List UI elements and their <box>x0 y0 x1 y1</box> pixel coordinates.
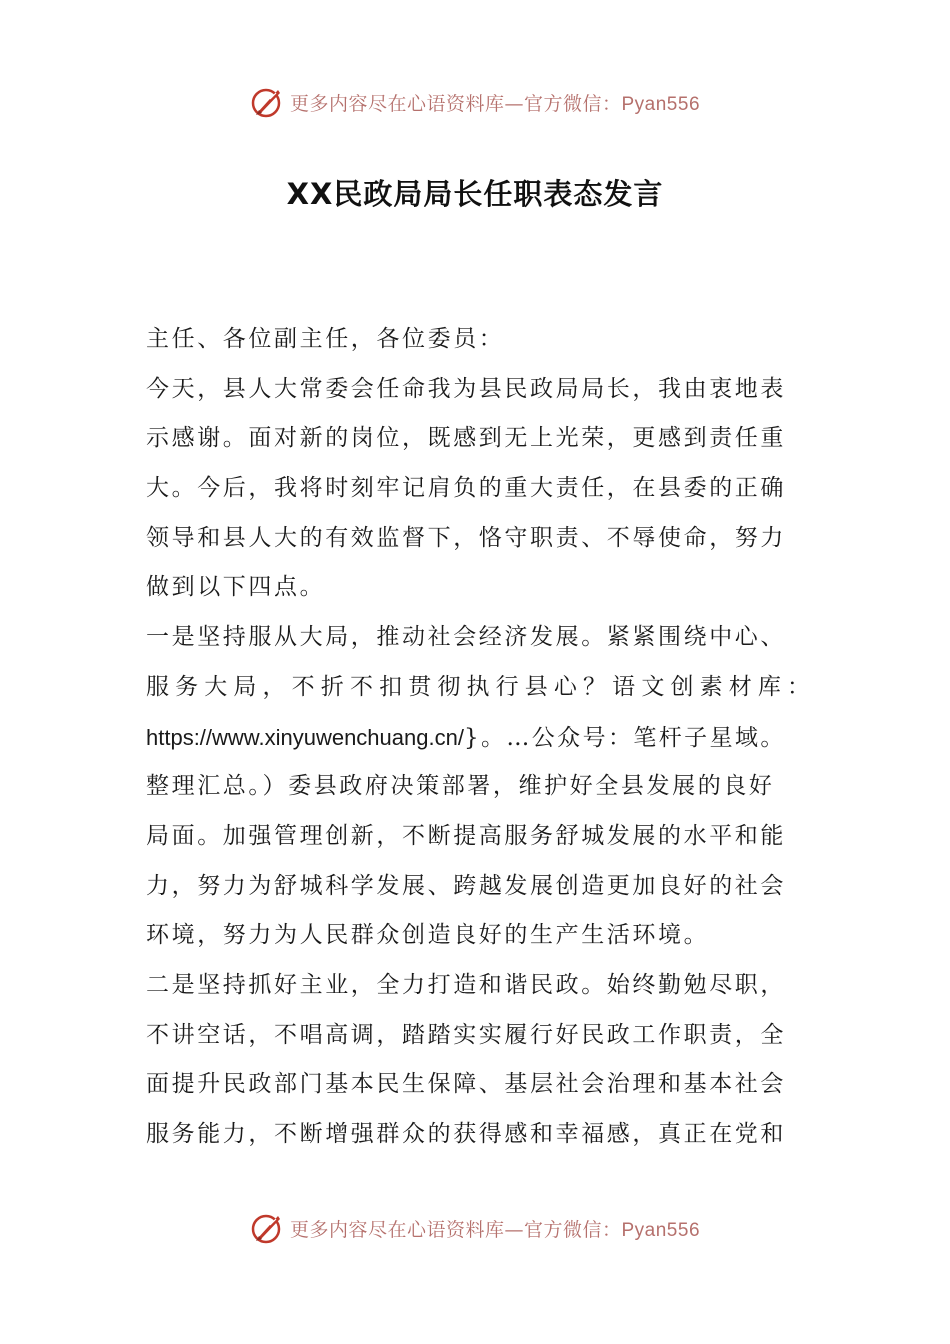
body-line: 二是坚持抓好主业，全力打造和谐民政。始终勤勉尽职， <box>146 971 786 998</box>
body-line: 不讲空话，不唱高调，踏踏实实履行好民政工作职责，全 <box>146 1021 786 1048</box>
footer-banner-label: 更多内容尽在心语资料库—官方微信：Pyan556 <box>289 1218 701 1241</box>
document-title: XX民政局局长任职表态发言 <box>286 177 664 211</box>
header-wechat-id: Pyan556 <box>621 93 701 115</box>
body-line: 领导和县人大的有效监督下，恪守职责、不辱使命，努力 <box>146 524 786 551</box>
body-line: 示感谢。面对新的岗位，既感到无上光荣，更感到责任重 <box>146 425 786 452</box>
header-banner-label: 更多内容尽在心语资料库—官方微信：Pyan556 <box>289 92 701 115</box>
body-line: 做到以下四点。 <box>146 574 326 601</box>
body-line: 今天，县人大常委会任命我为县民政局局长，我由衷地表 <box>146 375 786 402</box>
body-line: 一是坚持服从大局，推动社会经济发展。紧紧围绕中心、 <box>146 624 786 651</box>
source-url-link[interactable]: https://www.xinyuwenchuang.cn/ <box>146 724 464 750</box>
body-line: 环境，努力为人民群众创造良好的生产生活环境。 <box>146 922 710 949</box>
header-banner <box>0 82 950 122</box>
url-line-rest: }。…公众号：笔杆子星域。 <box>463 724 786 751</box>
body-line: 主任、各位副主任，各位委员： <box>146 326 505 352</box>
footer-wechat-id: Pyan556 <box>621 1219 701 1241</box>
body-line: 面提升民政部门基本民生保障、基层社会治理和基本社会 <box>146 1071 786 1098</box>
body-line: 服务能力，不断增强群众的获得感和幸福感，真正在党和 <box>146 1121 786 1147</box>
quill-logo-icon <box>250 85 284 119</box>
footer-banner <box>0 1208 950 1248</box>
body-line: 整理汇总。）委县政府决策部署，维护好全县发展的良好 <box>146 773 775 800</box>
body-line: 大。今后，我将时刻牢记肩负的重大责任，在县委的正确 <box>146 475 786 502</box>
body-line: 服务大局，不折不扣贯彻执行县心？语文创素材库： <box>146 673 810 700</box>
body-line: 局面。加强管理创新，不断提高服务舒城发展的水平和能 <box>146 822 786 849</box>
body-line: 力，努力为舒城科学发展、跨越发展创造更加良好的社会 <box>146 872 786 899</box>
body-line-url <box>146 713 810 763</box>
document-body <box>146 315 810 1160</box>
quill-logo-icon <box>250 1211 284 1245</box>
